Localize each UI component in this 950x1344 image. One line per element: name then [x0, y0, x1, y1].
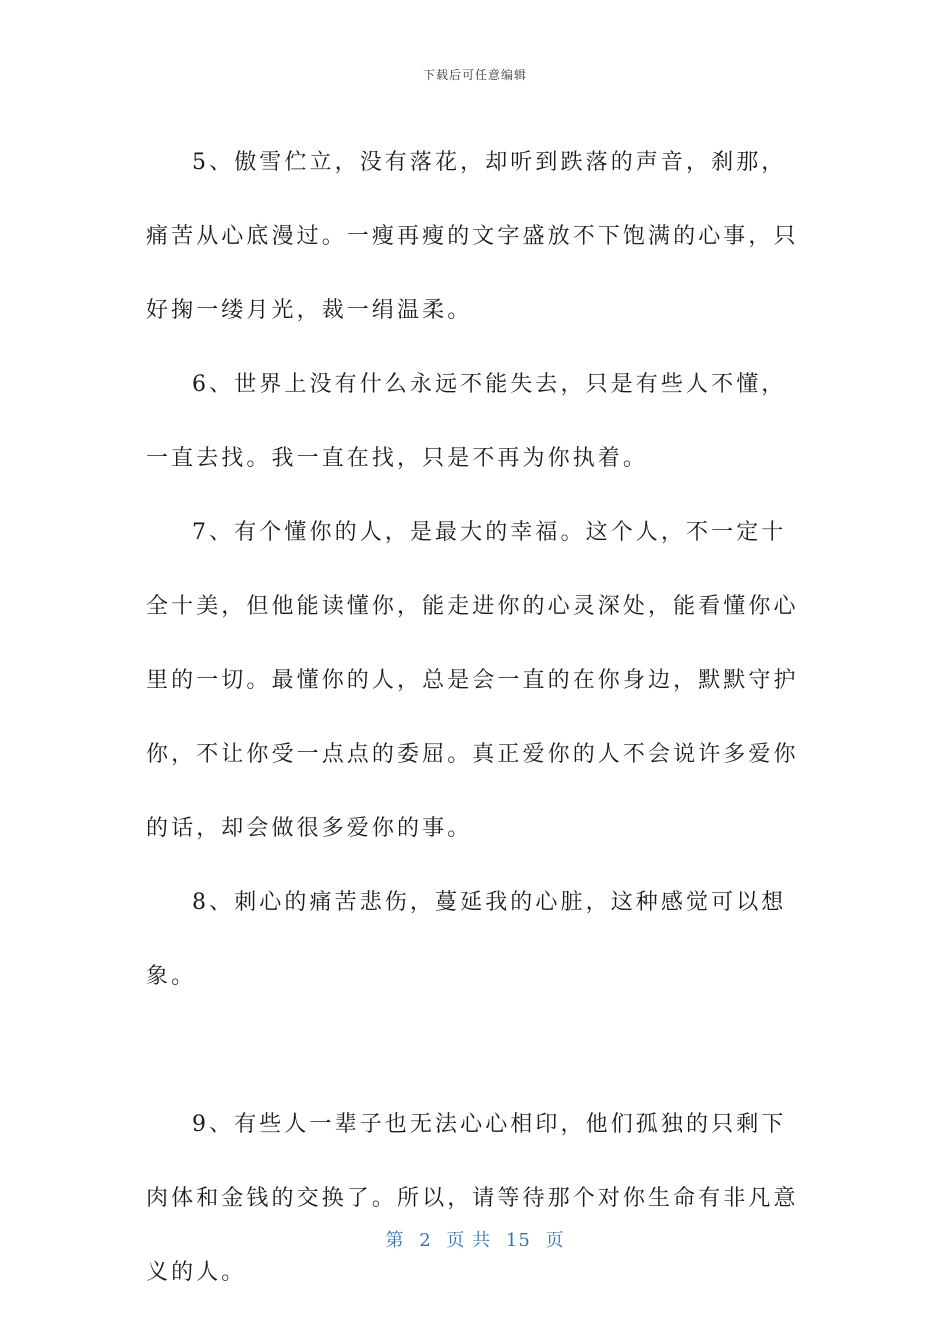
paragraph-6: 6、世界上没有什么永远不能失去，只是有些人不懂，一直去找。我一直在找，只是不再为你执着。 [146, 372, 787, 471]
page-footer [0, 1226, 950, 1252]
footer-suffix: 页 [545, 1230, 565, 1251]
footer-prefix: 第 [385, 1230, 405, 1251]
paragraph-5: 5、傲雪伫立，没有落花，却听到跌落的声音，刹那，痛苦从心底漫过。一瘦再瘦的文字盛放不下饱满的心事，只好掬一缕月光，裁一绢温柔。 [146, 150, 799, 323]
footer-current-page: 2 [419, 1230, 432, 1251]
document-body [146, 126, 806, 1310]
footer-middle: 页 共 [446, 1230, 492, 1251]
page-header-note: 下载后可任意编辑 [422, 68, 527, 82]
paragraph-7: 7、有个懂你的人，是最大的幸福。这个人，不一定十全十美，但他能读懂你，能走进你的心灵深处，能看懂你心里的一切。最懂你的人，总是会一直的在你身边，默默守护你，不让你受一点点的委屈。真正爱你的人不会说许多爱你的话，却会做很多爱你的事。 [146, 520, 799, 841]
paragraph-8: 8、刺心的痛苦悲伤，蔓延我的心脏，这种感觉可以想象。 [146, 890, 787, 989]
footer-total-pages: 15 [505, 1230, 531, 1251]
paragraph-9: 9、有些人一辈子也无法心心相印，他们孤独的只剩下肉体和金钱的交换了。所以，请等待那个对你生命有非凡意义的人。 [146, 1112, 799, 1285]
